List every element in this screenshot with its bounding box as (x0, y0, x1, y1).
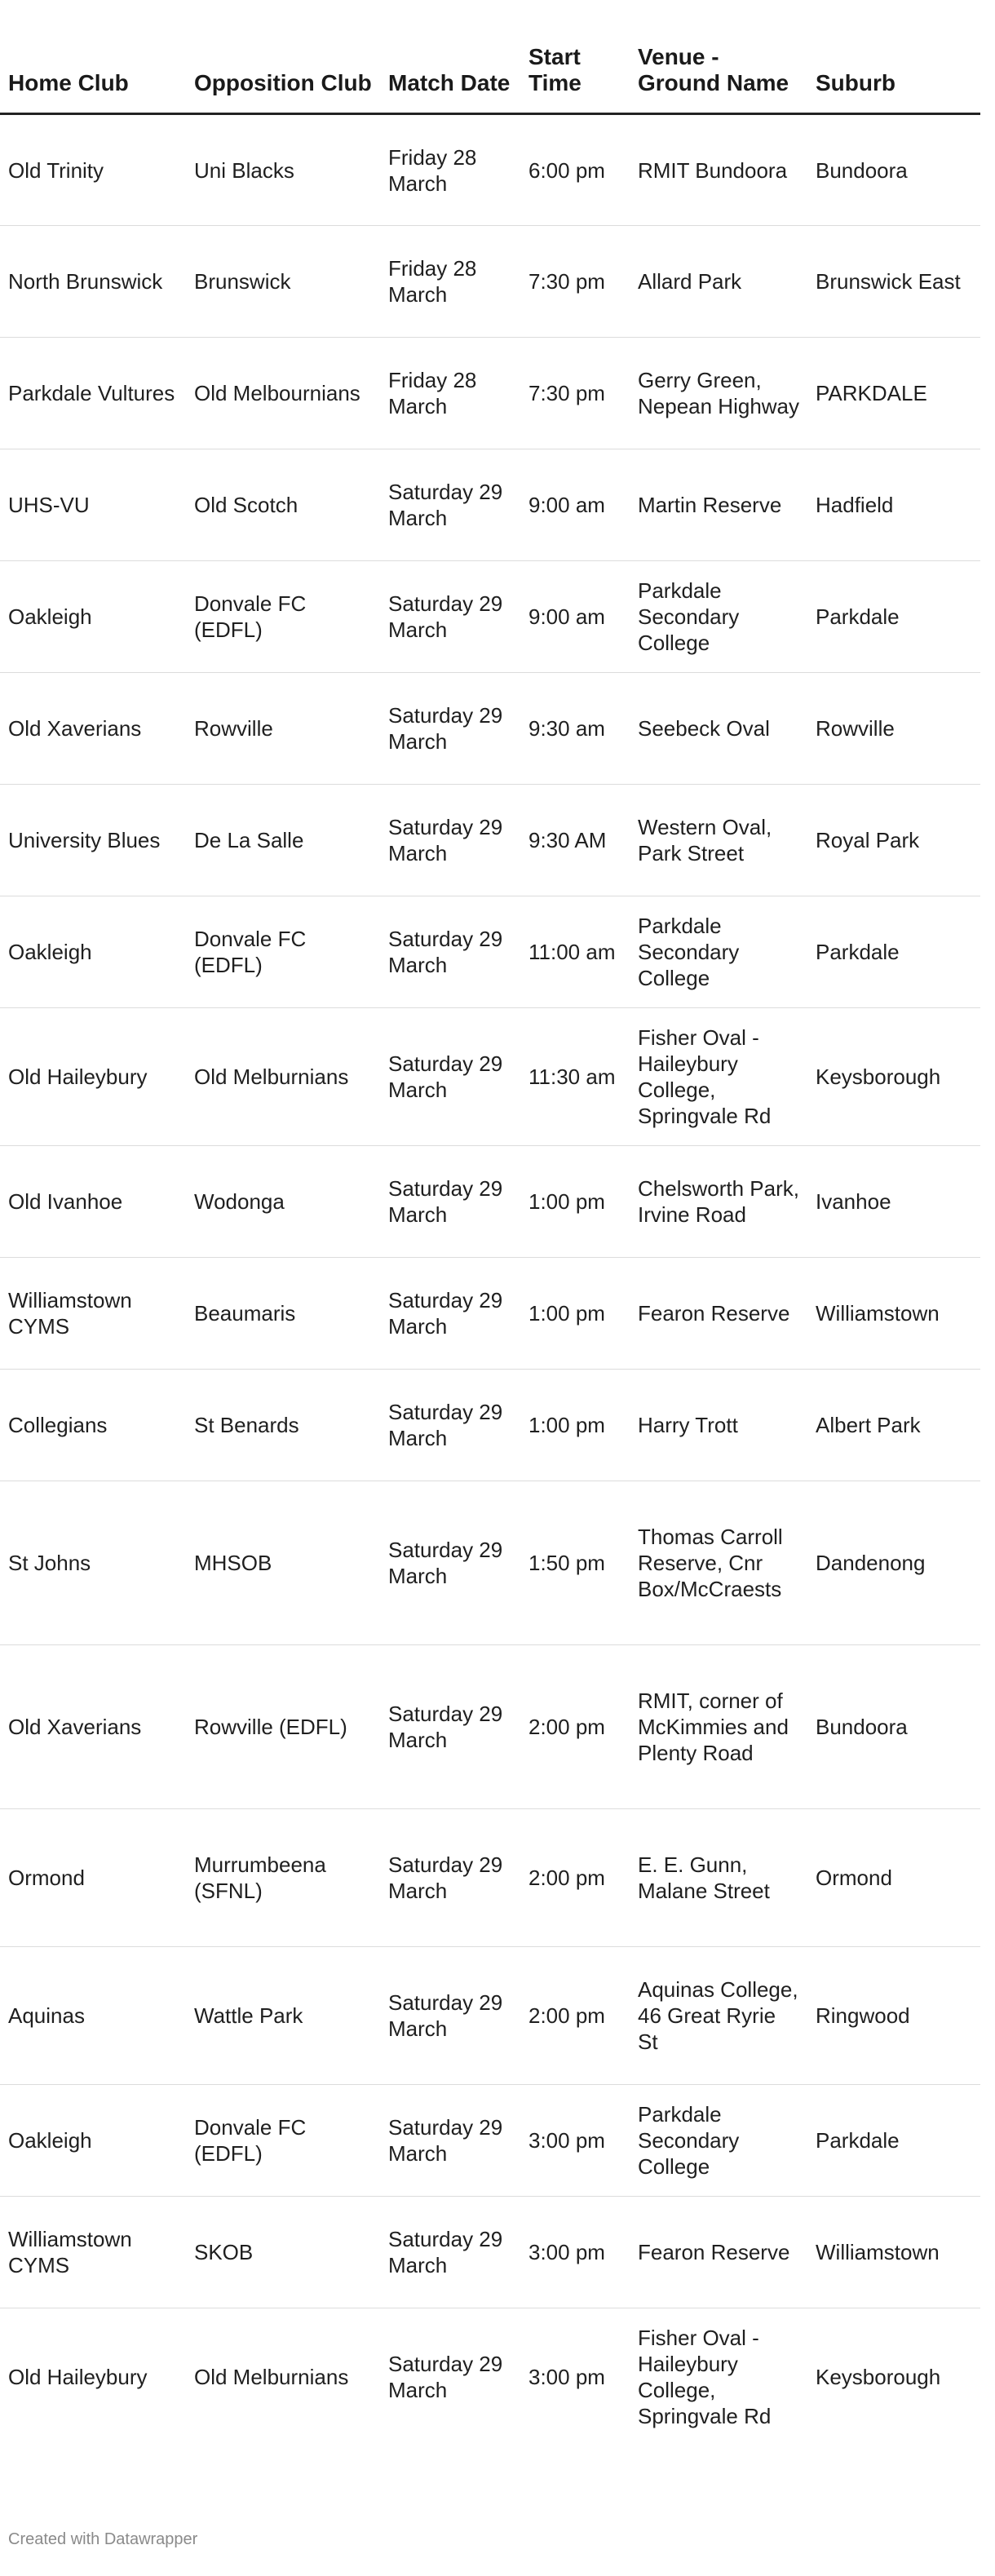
cell-venue: E. E. Gunn, Malane Street (630, 1809, 807, 1947)
cell-start-time: 3:00 pm (528, 2365, 605, 2390)
cell-suburb: Rowville (807, 673, 980, 785)
cell-venue: RMIT, corner of McKimmies and Plenty Road (630, 1645, 807, 1809)
header-start-time: Start Time (520, 0, 630, 114)
cell-start-time: 1:50 pm (520, 1481, 630, 1645)
table-row (0, 1258, 980, 1370)
cell-venue: Parkdale Secondary College (630, 896, 807, 1008)
cell-suburb: Dandenong (807, 1481, 980, 1645)
datawrapper-credit: Created with Datawrapper (8, 2530, 198, 2548)
cell-home-club: Old Ivanhoe (0, 1146, 186, 1258)
cell-home-club: Old Haileybury (0, 1008, 186, 1146)
cell-opposition-club: Donvale FC (EDFL) (186, 896, 380, 1008)
cell-match-date: Saturday 29 March (380, 1947, 520, 2085)
cell-suburb: Hadfield (807, 449, 980, 561)
cell-home-club: Aquinas (0, 1947, 186, 2085)
cell-venue: Harry Trott (630, 1370, 807, 1481)
cell-start-time: 1:00 pm (520, 1146, 630, 1258)
cell-opposition-club: Donvale FC (EDFL) (186, 2085, 380, 2197)
cell-start-time: 3:00 pm (520, 2085, 630, 2197)
cell-venue: Parkdale Secondary College (630, 561, 807, 673)
cell-home-club: St Johns (0, 1481, 186, 1645)
table-row (0, 1370, 980, 1481)
cell-match-date: Saturday 29 March (380, 1481, 520, 1645)
cell-suburb: Parkdale (807, 561, 980, 673)
cell-match-date: Saturday 29 March (388, 2352, 503, 2403)
cell-start-time: 11:00 am (520, 896, 630, 1008)
table-row (0, 2308, 980, 2446)
cell-opposition-club: Wattle Park (186, 1947, 380, 2085)
cell-home-club: Old Haileybury (8, 2365, 148, 2390)
table-row (0, 338, 980, 449)
table-row (0, 226, 980, 338)
cell-suburb: Keysborough (816, 2365, 941, 2390)
cell-suburb: Ringwood (807, 1947, 980, 2085)
cell-match-date: Saturday 29 March (380, 673, 520, 785)
cell-start-time: 2:00 pm (520, 1947, 630, 2085)
cell-opposition-club: Beaumaris (186, 1258, 380, 1370)
cell-match-date: Saturday 29 March (380, 1645, 520, 1809)
cell-suburb: Williamstown (807, 1258, 980, 1370)
cell-start-time: 6:00 pm (520, 114, 630, 226)
cell-match-date: Saturday 29 March (380, 1146, 520, 1258)
table-row (0, 449, 980, 561)
cell-suburb: Parkdale (807, 2085, 980, 2197)
cell-start-time: 9:00 am (520, 449, 630, 561)
cell-match-date: Saturday 29 March (380, 1809, 520, 1947)
cell-start-time: 7:30 pm (520, 338, 630, 449)
cell-home-club: North Brunswick (0, 226, 186, 338)
cell-start-time: 9:00 am (520, 561, 630, 673)
cell-match-date: Saturday 29 March (380, 1370, 520, 1481)
cell-start-time: 2:00 pm (520, 1809, 630, 1947)
cell-match-date: Saturday 29 March (380, 561, 520, 673)
cell-opposition-club: Wodonga (186, 1146, 380, 1258)
cell-venue: Western Oval, Park Street (630, 785, 807, 896)
cell-home-club: Oakleigh (0, 561, 186, 673)
cell-match-date: Saturday 29 March (380, 2085, 520, 2197)
header-home-club: Home Club (0, 0, 186, 114)
cell-match-date: Friday 28 March (380, 226, 520, 338)
cell-suburb: Brunswick East (807, 226, 980, 338)
cell-opposition-club: Old Melbournians (186, 338, 380, 449)
cell-opposition-club: Old Melburnians (194, 2365, 349, 2390)
cell-start-time: 3:00 pm (520, 2197, 630, 2308)
cell-opposition-club: Old Scotch (186, 449, 380, 561)
cell-match-date: Saturday 29 March (380, 896, 520, 1008)
table-header-row (0, 0, 980, 114)
cell-opposition-club: Rowville (186, 673, 380, 785)
cell-venue: RMIT Bundoora (630, 114, 807, 226)
cell-opposition-club: De La Salle (186, 785, 380, 896)
cell-opposition-club: Old Melburnians (186, 1008, 380, 1146)
cell-start-time: 1:00 pm (520, 1258, 630, 1370)
table-row (0, 673, 980, 785)
cell-venue: Martin Reserve (630, 449, 807, 561)
cell-home-club: Old Xaverians (0, 1645, 186, 1809)
cell-venue: Aquinas College, 46 Great Ryrie St (630, 1947, 807, 2085)
cell-start-time: 11:30 am (520, 1008, 630, 1146)
table-row (0, 1645, 980, 1809)
table-row (0, 1809, 980, 1947)
cell-suburb: Williamstown (807, 2197, 980, 2308)
table-row (0, 561, 980, 673)
cell-suburb: Albert Park (807, 1370, 980, 1481)
cell-home-club: University Blues (0, 785, 186, 896)
header-match-date: Match Date (380, 0, 520, 114)
cell-start-time: 7:30 pm (520, 226, 630, 338)
cell-venue: Allard Park (630, 226, 807, 338)
cell-venue: Fisher Oval - Haileybury College, Springvale Rd (630, 1008, 807, 1146)
cell-suburb: PARKDALE (807, 338, 980, 449)
cell-home-club: UHS-VU (0, 449, 186, 561)
table-row (0, 1947, 980, 2085)
cell-home-club: Oakleigh (0, 896, 186, 1008)
cell-start-time: 9:30 am (520, 673, 630, 785)
cell-suburb: Parkdale (807, 896, 980, 1008)
cell-venue: Thomas Carroll Reserve, Cnr Box/McCraests (630, 1481, 807, 1645)
cell-venue: Parkdale Secondary College (630, 2085, 807, 2197)
cell-venue: Gerry Green, Nepean Highway (630, 338, 807, 449)
table-row (0, 1008, 980, 1146)
cell-suburb: Keysborough (807, 1008, 980, 1146)
cell-venue: Fearon Reserve (630, 1258, 807, 1370)
cell-opposition-club: Donvale FC (EDFL) (186, 561, 380, 673)
header-suburb: Suburb (807, 0, 980, 114)
cell-match-date: Saturday 29 March (380, 449, 520, 561)
cell-opposition-club: Uni Blacks (186, 114, 380, 226)
cell-venue: Chelsworth Park, Irvine Road (630, 1146, 807, 1258)
cell-match-date: Saturday 29 March (380, 785, 520, 896)
cell-suburb: Royal Park (807, 785, 980, 896)
cell-match-date: Saturday 29 March (380, 2197, 520, 2308)
cell-home-club: Williamstown CYMS (0, 1258, 186, 1370)
cell-home-club: Collegians (0, 1370, 186, 1481)
cell-venue: Seebeck Oval (630, 673, 807, 785)
cell-start-time: 1:00 pm (520, 1370, 630, 1481)
cell-venue: Fisher Oval - Haileybury College, Springvale Rd (638, 2326, 772, 2429)
table-row (0, 2197, 980, 2308)
table-row (0, 1481, 980, 1645)
cell-suburb: Bundoora (807, 114, 980, 226)
cell-suburb: Ivanhoe (807, 1146, 980, 1258)
cell-opposition-club: St Benards (186, 1370, 380, 1481)
cell-match-date: Friday 28 March (380, 114, 520, 226)
table-row (0, 896, 980, 1008)
table-row (0, 785, 980, 896)
cell-home-club: Ormond (0, 1809, 186, 1947)
cell-match-date: Friday 28 March (380, 338, 520, 449)
cell-home-club: Williamstown CYMS (0, 2197, 186, 2308)
cell-opposition-club: Murrumbeena (SFNL) (186, 1809, 380, 1947)
cell-opposition-club: Brunswick (186, 226, 380, 338)
table-row (0, 2085, 980, 2197)
cell-start-time: 9:30 AM (520, 785, 630, 896)
header-venue: Venue - Ground Name (630, 0, 807, 114)
header-opposition-club: Opposition Club (186, 0, 380, 114)
table-row (0, 114, 980, 226)
cell-home-club: Parkdale Vultures (0, 338, 186, 449)
cell-match-date: Saturday 29 March (380, 1008, 520, 1146)
cell-suburb: Bundoora (807, 1645, 980, 1809)
cell-opposition-club: MHSOB (186, 1481, 380, 1645)
cell-opposition-club: Rowville (EDFL) (186, 1645, 380, 1809)
table-row (0, 1146, 980, 1258)
cell-suburb: Ormond (807, 1809, 980, 1947)
cell-match-date: Saturday 29 March (380, 1258, 520, 1370)
cell-opposition-club: SKOB (186, 2197, 380, 2308)
cell-home-club: Oakleigh (0, 2085, 186, 2197)
cell-venue: Fearon Reserve (630, 2197, 807, 2308)
cell-home-club: Old Trinity (0, 114, 186, 226)
cell-start-time: 2:00 pm (520, 1645, 630, 1809)
cell-home-club: Old Xaverians (0, 673, 186, 785)
